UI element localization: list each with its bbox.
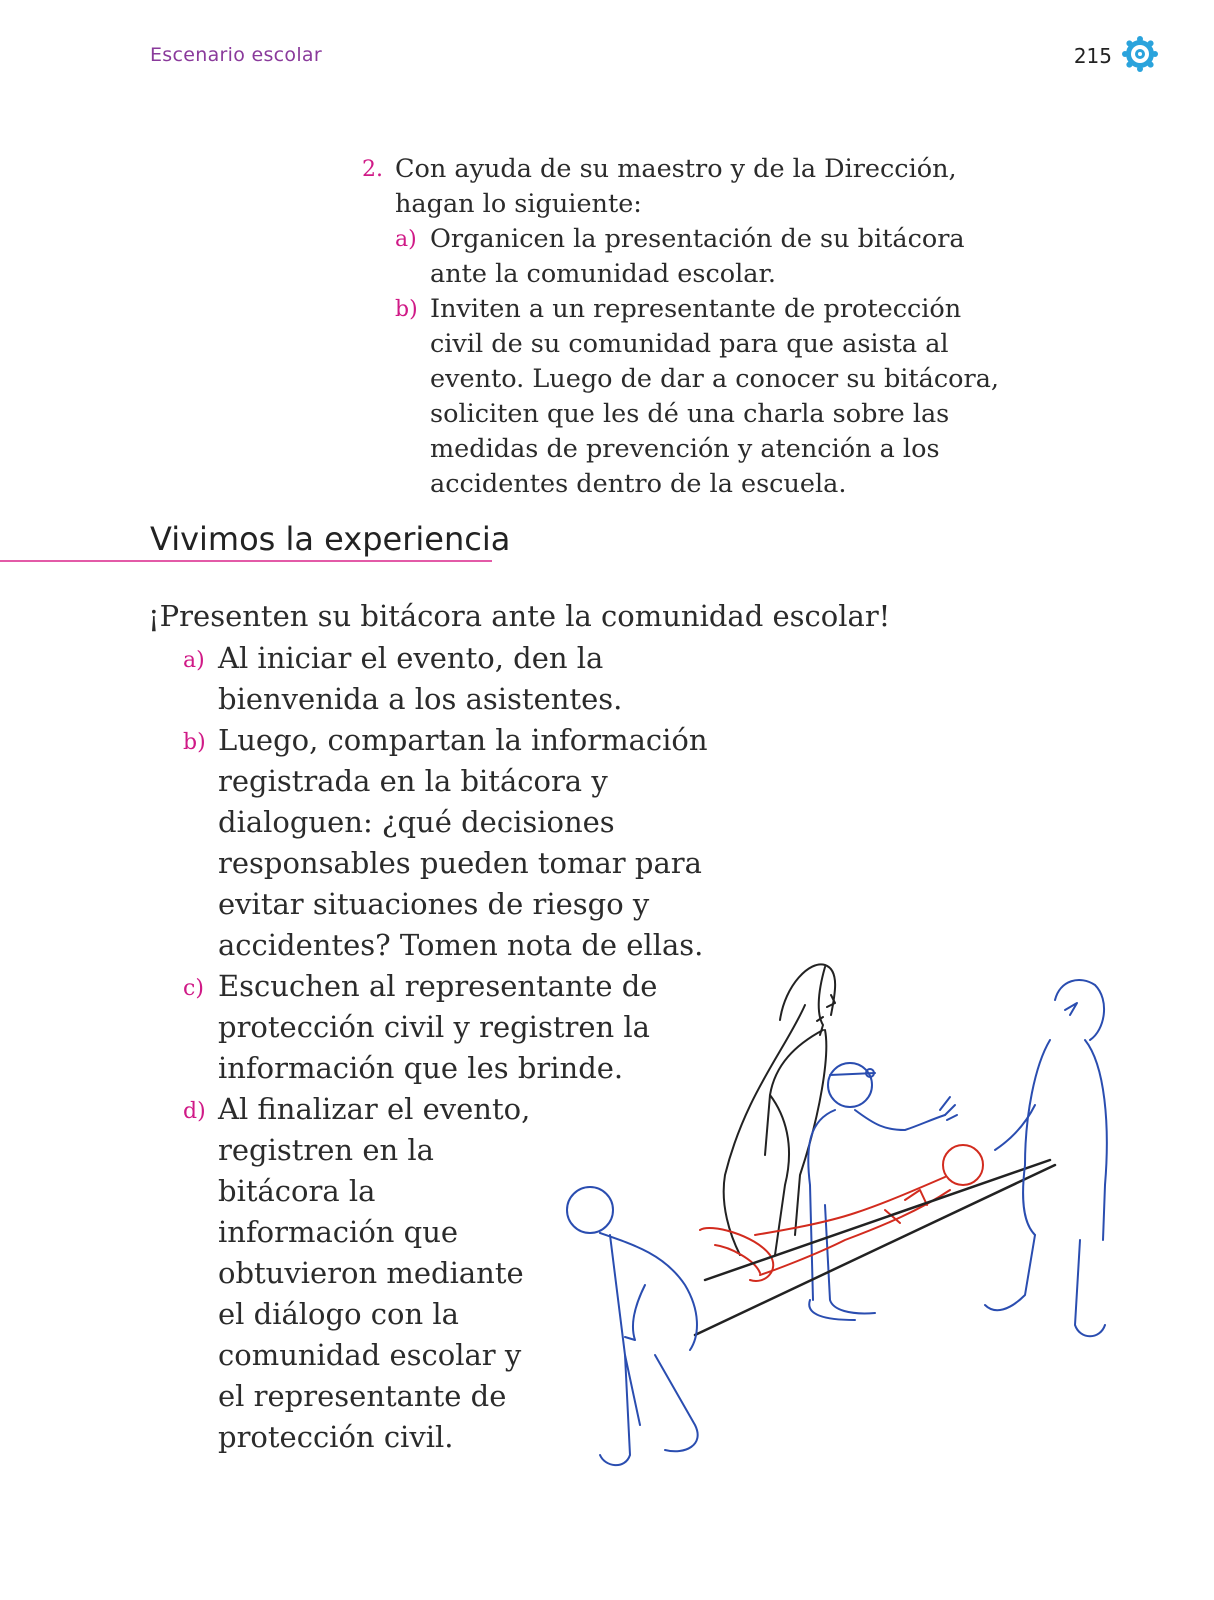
section-item-c — [183, 966, 658, 1089]
section-heading: Vivimos la experiencia — [150, 520, 511, 558]
section-item-d-marker: d) — [183, 1099, 206, 1124]
heading-underline — [0, 560, 492, 562]
section-list — [183, 638, 743, 1458]
section-item-b — [183, 720, 743, 966]
section-item-c-text: Escuchen al representante de protección civil y registren la información que les brinde. — [218, 969, 658, 1085]
activity-2-item — [362, 152, 1022, 502]
subitem-a-text: Organicen la presentación de su bitácora ante la comunidad escolar. — [430, 224, 965, 289]
subitem-a-marker: a) — [395, 227, 417, 252]
section-intro: ¡Presenten su bitácora ante la comunidad escolar! — [148, 599, 891, 633]
activity-2-subitem-b — [395, 292, 1022, 502]
page-number: 215 — [1073, 44, 1112, 68]
activity-2-marker: 2. — [362, 157, 383, 182]
section-item-b-text: Luego, compartan la información registrada en la bitácora y dialoguen: ¿qué decisiones responsables pueden tomar para evitar situaciones de riesgo y accidentes? Tomen nota de ellas. — [218, 723, 708, 962]
activity-2-subitem-a — [395, 222, 1022, 292]
section-item-a-text: Al iniciar el evento, den la bienvenida a los asistentes. — [218, 641, 623, 716]
gear-flower-icon — [1122, 36, 1158, 76]
section-title: Escenario escolar — [150, 44, 322, 66]
section-item-a — [183, 638, 743, 720]
activity-2-text: Con ayuda de su maestro y de la Dirección, hagan lo siguiente: — [395, 154, 957, 219]
activity-2 — [362, 152, 1022, 502]
page-header-right — [1074, 36, 1158, 76]
section-item-c-marker: c) — [183, 976, 204, 1001]
subitem-b-text: Inviten a un representante de protección civil de su comunidad para que asista al evento. Luego de dar a conocer su bitácora, soliciten que les dé una charla sobre las medidas de prevención y atención a los accidentes dentro de la escuela. — [430, 294, 1000, 499]
section-item-a-marker: a) — [183, 648, 205, 673]
section-item-d — [183, 1089, 538, 1458]
section-item-b-marker: b) — [183, 730, 206, 755]
subitem-b-marker: b) — [395, 297, 418, 322]
section-item-d-text: Al finalizar el evento, registren en la bitácora la información que obtuvieron mediante el diálogo con la comunidad escolar y el representante de protección civil. — [218, 1092, 531, 1454]
